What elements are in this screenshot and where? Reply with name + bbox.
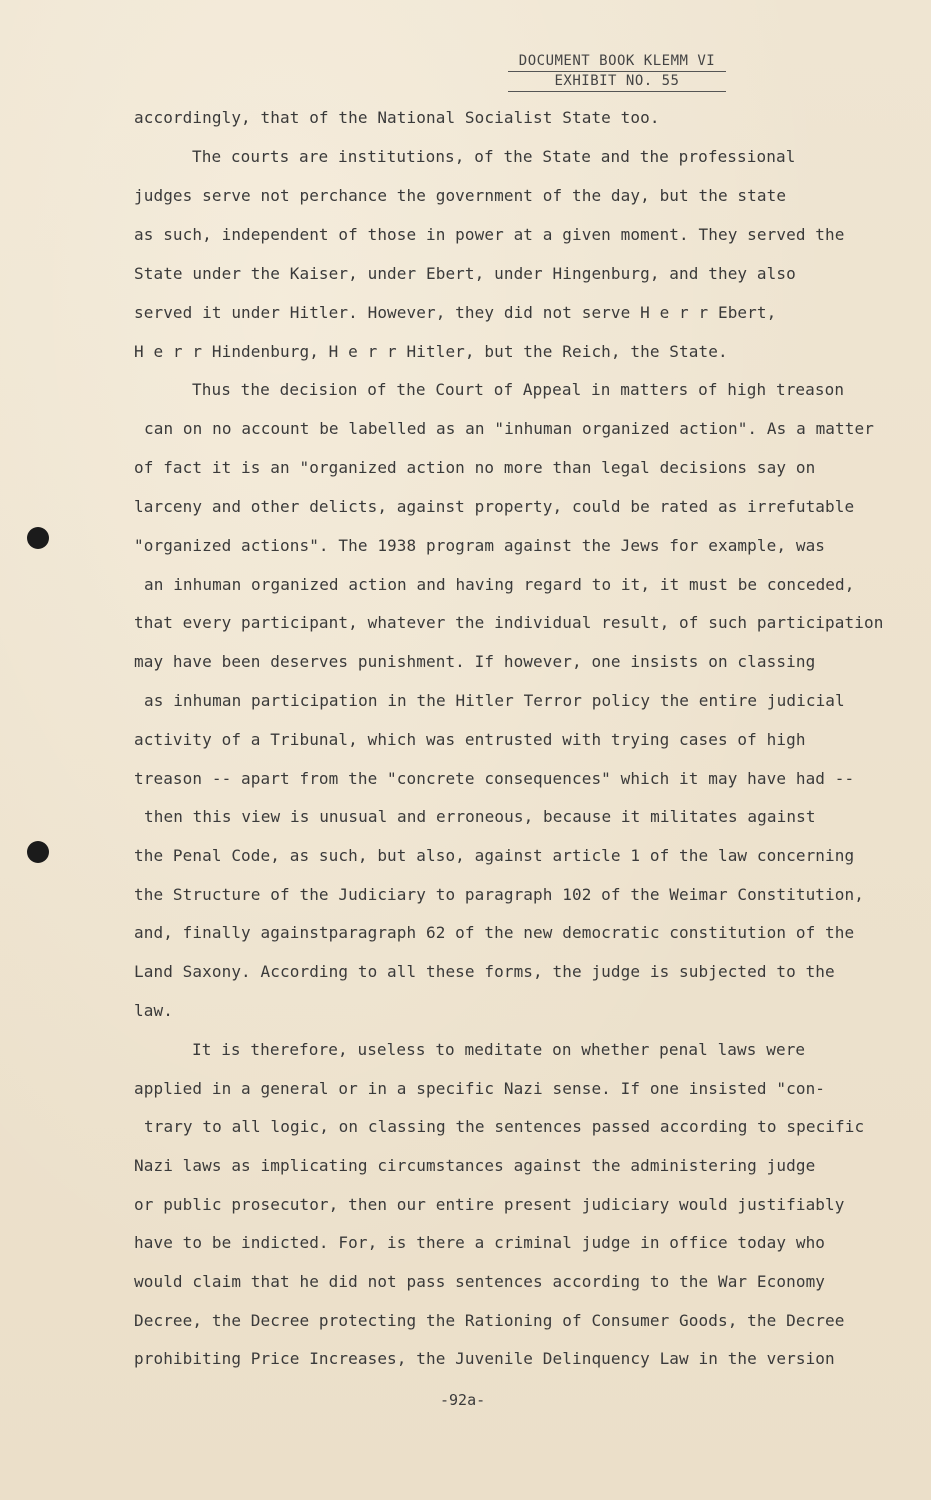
text-line: Decree, the Decree protecting the Rationing of Consumer Goods, the Decree <box>134 1311 845 1330</box>
text-line: prohibiting Price Increases, the Juvenile Delinquency Law in the version <box>134 1349 835 1368</box>
text-line: can on no account be labelled as an "inhuman organized action". As a matter <box>144 419 874 438</box>
text-line: as such, independent of those in power at a given moment. They served the <box>134 225 845 244</box>
text-line: applied in a general or in a specific Nazi sense. If one insisted "con- <box>134 1079 826 1098</box>
document-header <box>508 53 726 92</box>
text-line: Land Saxony. According to all these forms, the judge is subjected to the <box>134 962 835 981</box>
text-line: the Structure of the Judiciary to paragraph 102 of the Weimar Constitution, <box>134 885 864 904</box>
text-line: H e r r Hindenburg, H e r r Hitler, but the Reich, the State. <box>134 342 728 361</box>
text-line: "organized actions". The 1938 program against the Jews for example, was <box>134 536 826 555</box>
text-line: The courts are institutions, of the State and the professional <box>192 147 796 166</box>
text-line: would claim that he did not pass sentences according to the War Economy <box>134 1272 826 1291</box>
text-line: have to be indicted. For, is there a criminal judge in office today who <box>134 1233 826 1252</box>
text-line: that every participant, whatever the individual result, of such participation <box>134 613 884 632</box>
text-line: and, finally againstparagraph 62 of the new democratic constitution of the <box>134 923 855 942</box>
text-line: or public prosecutor, then our entire present judiciary would justifiably <box>134 1195 845 1214</box>
text-line: activity of a Tribunal, which was entrusted with trying cases of high <box>134 730 806 749</box>
text-line: an inhuman organized action and having regard to it, it must be conceded, <box>144 575 855 594</box>
text-line: It is therefore, useless to meditate on whether penal laws were <box>192 1040 806 1059</box>
text-line: as inhuman participation in the Hitler Terror policy the entire judicial <box>144 691 845 710</box>
header-exhibit-number: EXHIBIT NO. 55 <box>508 72 726 92</box>
text-line: State under the Kaiser, under Ebert, under Hingenburg, and they also <box>134 264 796 283</box>
text-line: Nazi laws as implicating circumstances against the administering judge <box>134 1156 816 1175</box>
header-document-book: DOCUMENT BOOK KLEMM VI <box>508 53 726 72</box>
punch-hole-upper <box>27 527 49 549</box>
punch-hole-lower <box>27 841 49 863</box>
text-line: judges serve not perchance the government of the day, but the state <box>134 186 787 205</box>
text-line: trary to all logic, on classing the sentences passed according to specific <box>144 1117 865 1136</box>
text-line: served it under Hitler. However, they did not serve H e r r Ebert, <box>134 303 777 322</box>
text-line: larceny and other delicts, against property, could be rated as irrefutable <box>134 497 855 516</box>
text-line: law. <box>134 1001 173 1020</box>
text-line: accordingly, that of the National Socialist State too. <box>134 108 660 127</box>
text-line: the Penal Code, as such, but also, against article 1 of the law concerning <box>134 846 855 865</box>
text-line: Thus the decision of the Court of Appeal in matters of high treason <box>192 380 845 399</box>
page-number: -92a- <box>440 1391 486 1409</box>
text-line: then this view is unusual and erroneous, because it militates against <box>144 807 816 826</box>
text-line: of fact it is an "organized action no more than legal decisions say on <box>134 458 816 477</box>
text-line: treason -- apart from the "concrete consequences" which it may have had -- <box>134 769 855 788</box>
text-line: may have been deserves punishment. If however, one insists on classing <box>134 652 816 671</box>
